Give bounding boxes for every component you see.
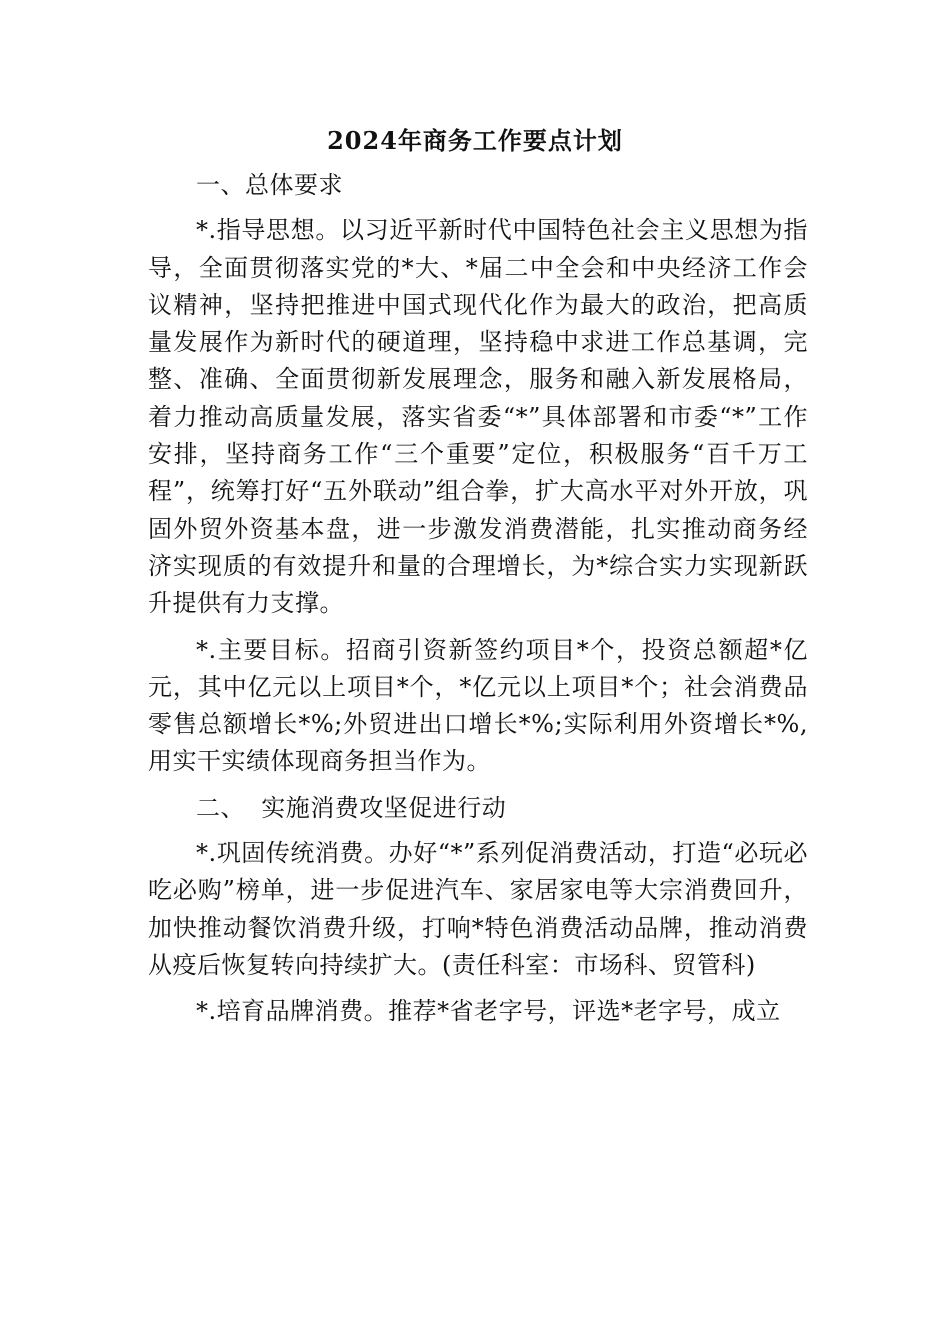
document-body [148,167,808,1040]
paragraph-main-goals: *.主要目标。招商引资新签约项目*个，投资总额超*亿元，其中亿元以上项目*个，*亿元以上项目*个；社会消费品零售总额增长*%;外贸进出口增长*%;实际利用外资增长*%,用实干实绩体现商务担当作为。 [148,635,808,776]
section-heading-overall-requirements: 一、总体要求 [196,171,343,199]
document-title: 2024年商务工作要点计划 [327,126,623,155]
paragraph-traditional-consumption: *.巩固传统消费。办好“*”系列促消费活动，打造“必玩必吃必购”榜单，进一步促进汽车、家居家电等大宗消费回升，加快推动餐饮消费升级，打响*特色消费活动品牌，推动消费从疫后恢复转向持续扩大。(责任科室：市场科、贸管科) [148,839,808,979]
paragraph-guiding-ideology: *.指导思想。以习近平新时代中国特色社会主义思想为指导，全面贯彻落实党的*大、*届二中全会和中央经济工作会议精神，坚持把推进中国式现代化作为最大的政治，把高质量发展作为新时代的硬道理，坚持稳中求进工作总基调，完整、准确、全面贯彻新发展理念，服务和融入新发展格局，着力推动高质量发展，落实省委“*”具体部署和市委“*”工作安排，坚持商务工作“三个重要”定位，积极服务“百千万工程”，统筹打好“五外联动”组合拳，扩大高水平对外开放，巩固外贸外资基本盘，进一步激发消费潜能，扎实推动商务经济实现质的有效提升和量的合理增长，为*综合实力实现新跃升提供有力支撑。 [148,216,808,618]
paragraph-brand-consumption: *.培育品牌消费。推荐*省老字号，评选*老字号，成立 [196,997,781,1026]
section-heading-consumption-action: 二、 实施消费攻坚促进行动 [196,793,507,822]
